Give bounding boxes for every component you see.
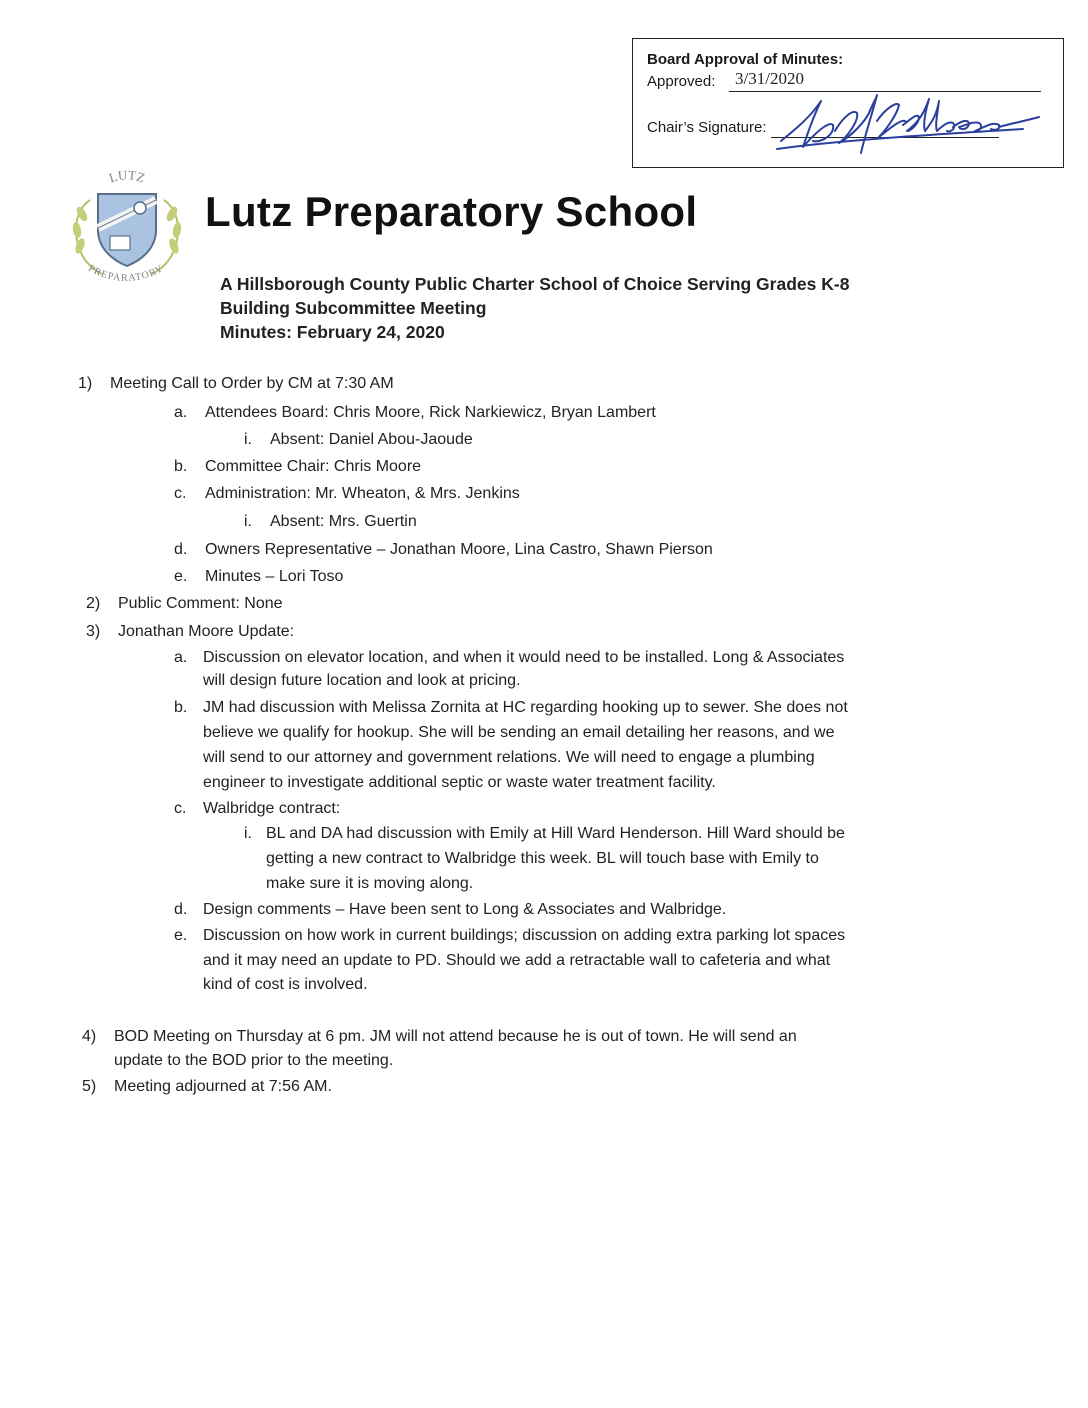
item-sewer-line: JM had discussion with Melissa Zornita at HC regarding hooking up to sewer. She does not <box>203 699 848 716</box>
logo-top-text: LUTZ <box>107 170 147 186</box>
item-sewer-line: engineer to investigate additional septic or waste water treatment facility. <box>203 774 716 791</box>
item-marker: a. <box>174 649 188 666</box>
item-attendees: Attendees Board: Chris Moore, Rick Narkiewicz, Bryan Lambert <box>205 404 656 421</box>
item-buildings-line: and it may need an update to PD. Should we add a retractable wall to cafeteria and what <box>203 952 831 969</box>
item-marker: c. <box>174 800 187 817</box>
svg-text:LUTZ <box>107 170 147 185</box>
item-contract-line: getting a new contract to Walbridge this week. BL will touch base with Emily to <box>266 850 819 867</box>
item-bod-meeting-line: BOD Meeting on Thursday at 6 pm. JM will not attend because he is out of town. He will send an <box>114 1028 797 1045</box>
item-administration: Administration: Mr. Wheaton, & Mrs. Jenkins <box>205 485 520 502</box>
item-absent-admin: Absent: Mrs. Guertin <box>270 513 417 530</box>
school-crest-logo <box>62 170 192 290</box>
item-owners-representative: Owners Representative – Jonathan Moore, Lina Castro, Shawn Pierson <box>205 541 713 558</box>
item-marker: c. <box>174 485 187 502</box>
item-marker: a. <box>174 404 188 421</box>
item-marker: 4) <box>82 1028 97 1045</box>
board-approval-box <box>632 38 1064 168</box>
item-jonathan-moore-update: Jonathan Moore Update: <box>118 623 295 640</box>
item-elevator-line: will design future location and look at pricing. <box>203 672 521 689</box>
handwritten-signature <box>773 91 1043 161</box>
item-elevator-line: Discussion on elevator location, and when it would need to be installed. Long & Associates <box>203 649 845 666</box>
item-buildings-line: kind of cost is involved. <box>203 976 368 993</box>
meeting-name: Building Subcommittee Meeting <box>220 298 487 318</box>
item-marker: i. <box>244 513 252 530</box>
item-marker: 1) <box>78 375 93 392</box>
item-marker: e. <box>174 568 188 585</box>
item-public-comment: Public Comment: None <box>118 595 283 612</box>
item-committee-chair: Committee Chair: Chris Moore <box>205 458 422 475</box>
item-marker: i. <box>244 431 252 448</box>
item-marker: 3) <box>86 623 101 640</box>
item-sewer-line: believe we qualify for hookup. She will be sending an email detailing her reasons, and we <box>203 724 835 741</box>
item-marker: 2) <box>86 595 101 612</box>
signature-label: Chair’s Signature: <box>647 119 767 136</box>
item-sewer-line: will send to our attorney and government relations. We will need to engage a plumbing <box>203 749 815 766</box>
school-name: Lutz Preparatory School <box>205 188 698 235</box>
item-marker: d. <box>174 901 188 918</box>
item-marker: b. <box>174 699 188 716</box>
item-contract-line: BL and DA had discussion with Emily at Hill Ward Henderson. Hill Ward should be <box>266 825 845 842</box>
logo-bottom-text: PREPARATORY <box>86 262 166 284</box>
item-contract-line: make sure it is moving along. <box>266 875 474 892</box>
item-marker: e. <box>174 927 188 944</box>
school-subtitle: A Hillsborough County Public Charter School of Choice Serving Grades K-8 <box>220 274 850 294</box>
item-marker: 5) <box>82 1078 97 1095</box>
item-marker: b. <box>174 458 188 475</box>
item-walbridge-contract: Walbridge contract: <box>203 800 341 817</box>
item-design-comments: Design comments – Have been sent to Long & Associates and Walbridge. <box>203 901 727 918</box>
minutes-date: Minutes: February 24, 2020 <box>220 322 445 342</box>
approval-title: Board Approval of Minutes: <box>647 51 844 68</box>
item-adjourned: Meeting adjourned at 7:56 AM. <box>114 1078 332 1095</box>
approved-date: 3/31/2020 <box>735 69 804 88</box>
item-buildings-line: Discussion on how work in current buildings; discussion on adding extra parking lot spaces <box>203 927 846 944</box>
item-marker: i. <box>244 825 252 842</box>
item-absent-board: Absent: Daniel Abou-Jaoude <box>270 431 473 448</box>
item-bod-meeting-line: update to the BOD prior to the meeting. <box>114 1052 394 1069</box>
approved-label: Approved: <box>647 73 716 90</box>
item-minutes-taker: Minutes – Lori Toso <box>205 568 344 585</box>
item-marker: d. <box>174 541 188 558</box>
item-call-to-order: Meeting Call to Order by CM at 7:30 AM <box>110 375 394 392</box>
